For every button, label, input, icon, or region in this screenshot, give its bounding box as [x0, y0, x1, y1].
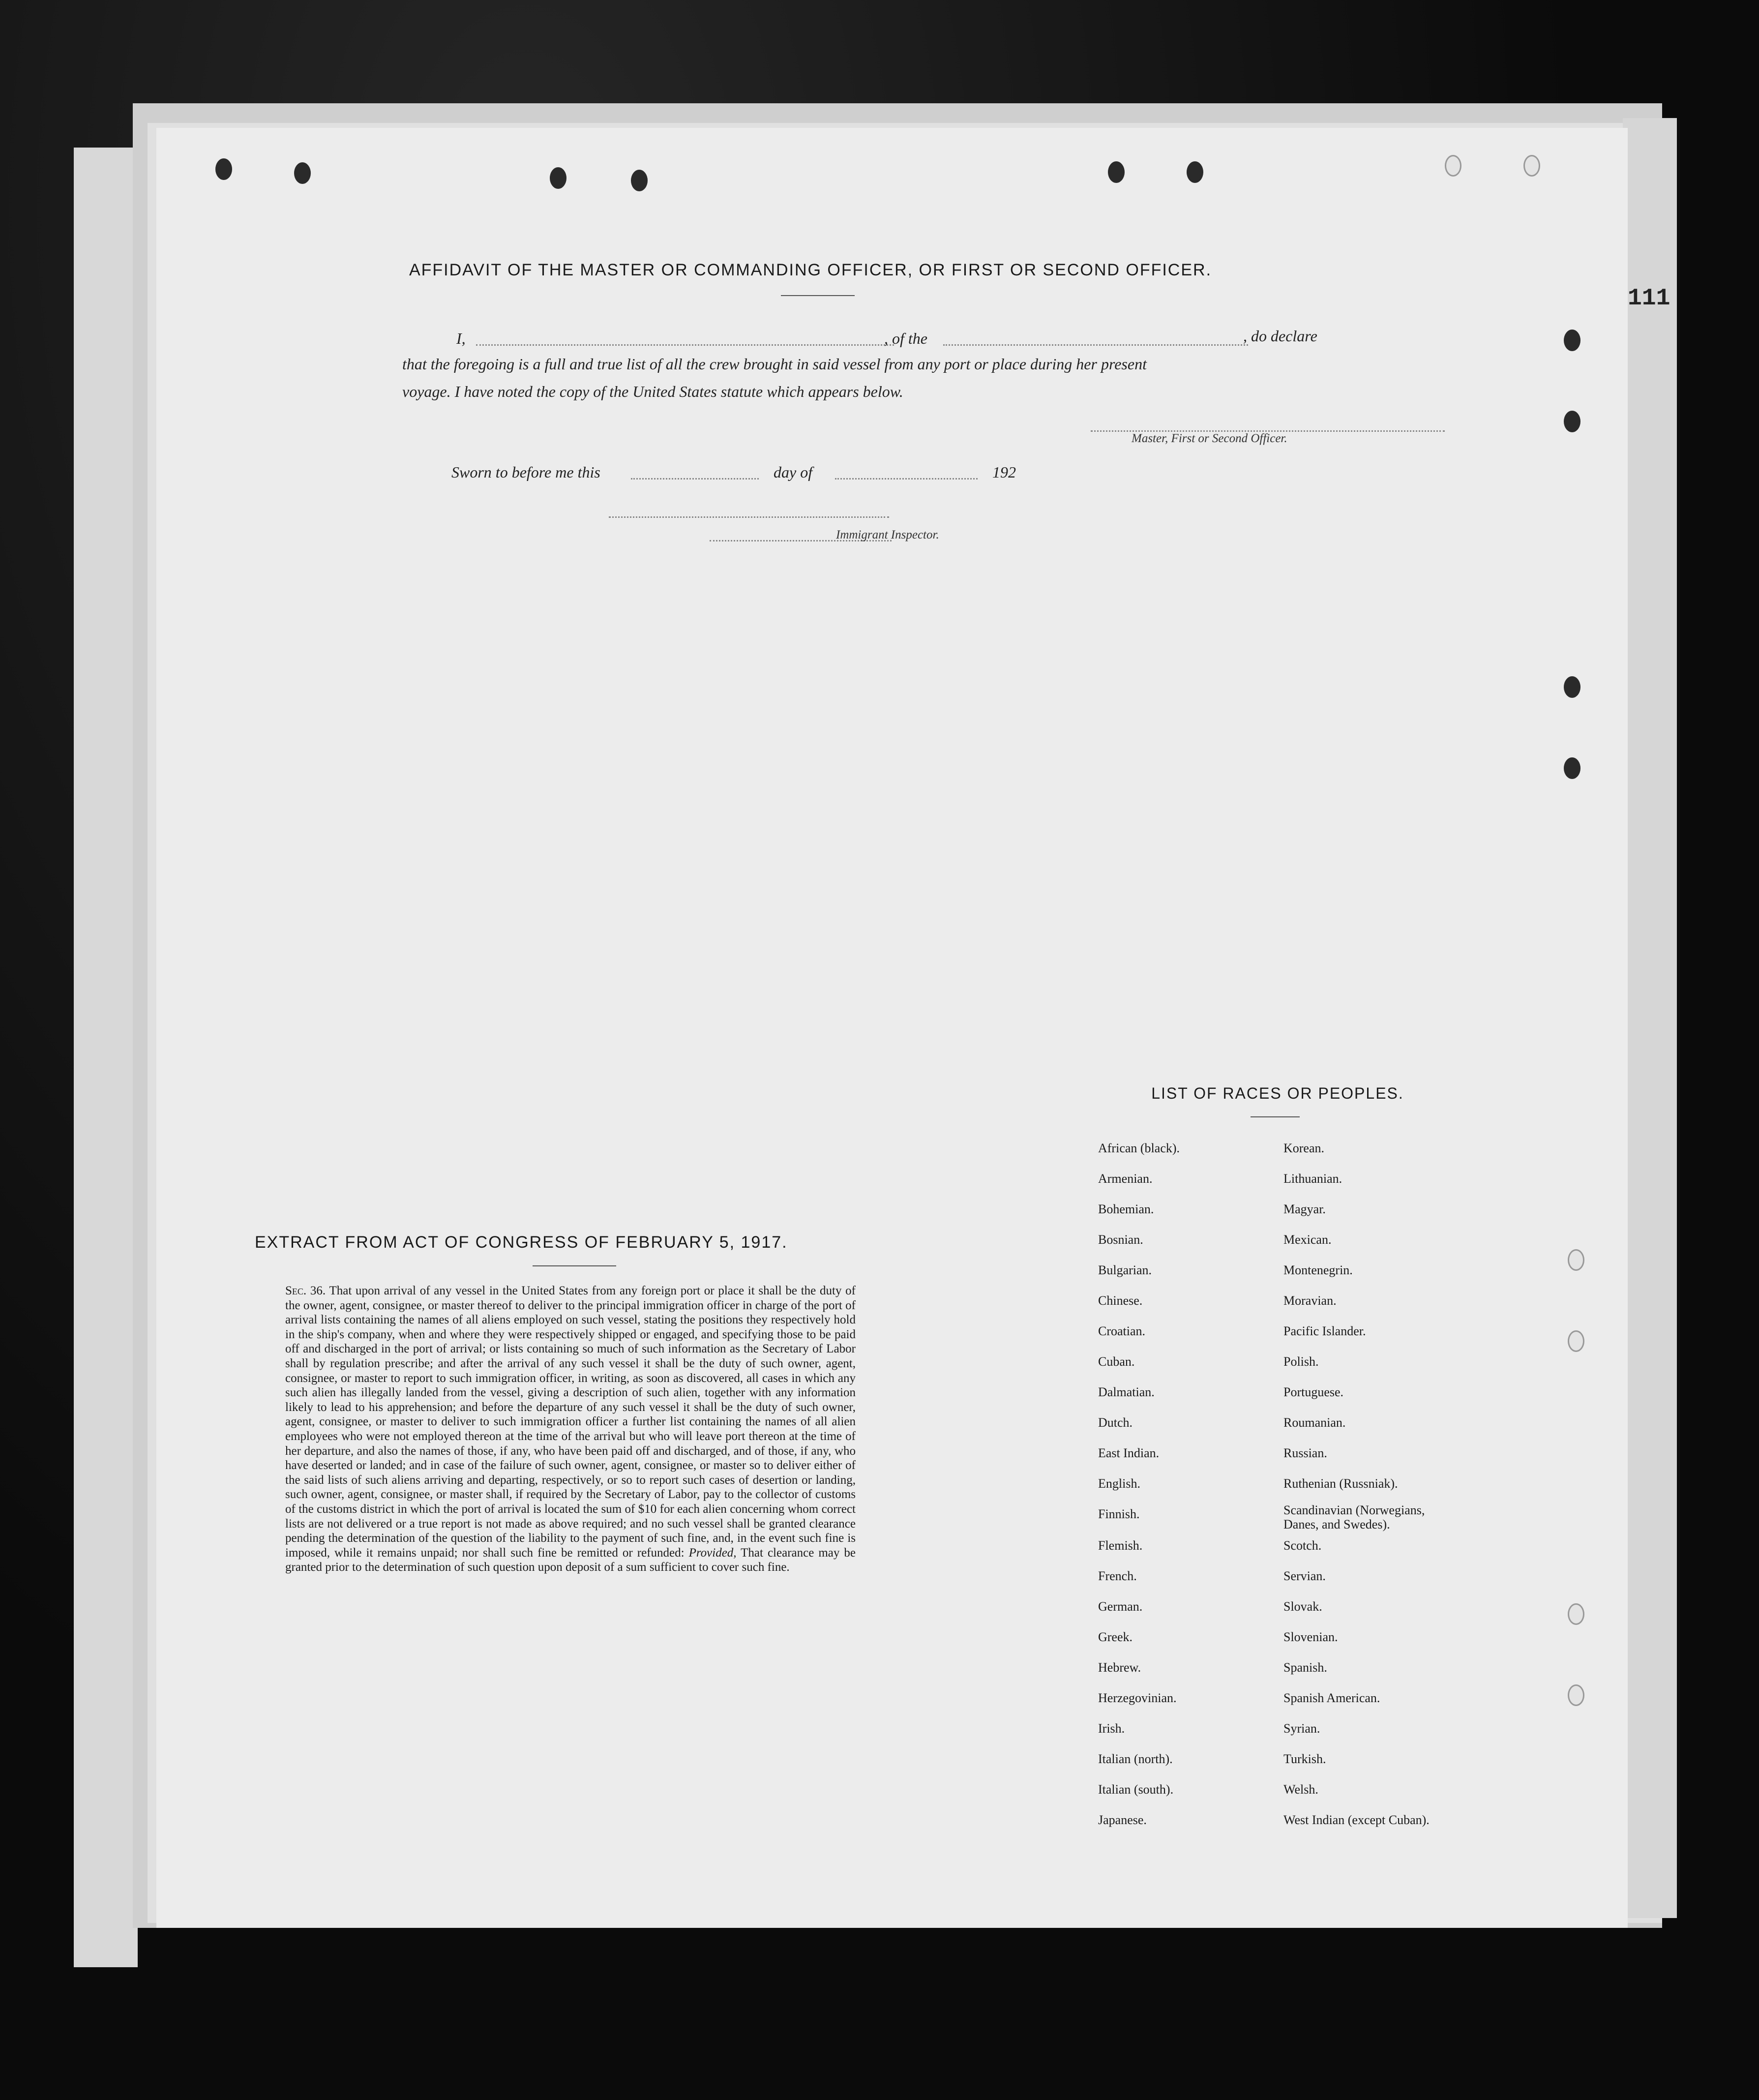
section-label: Sec. 36.	[285, 1284, 326, 1297]
inspector-signature-line	[609, 516, 889, 518]
race-item: Armenian.	[1098, 1171, 1153, 1186]
punch-hole-icon	[1564, 411, 1580, 432]
race-item: Bulgarian.	[1098, 1263, 1152, 1277]
punch-hole-icon	[1523, 155, 1540, 177]
race-item: Polish.	[1283, 1354, 1319, 1369]
race-item: Bohemian.	[1098, 1202, 1154, 1216]
race-item: Croatian.	[1098, 1324, 1146, 1338]
race-item: Italian (north).	[1098, 1752, 1173, 1766]
punch-hole-icon	[1568, 1249, 1584, 1271]
race-item: Hebrew.	[1098, 1660, 1141, 1675]
day-blank-line	[631, 478, 759, 480]
race-item: Magyar.	[1283, 1202, 1326, 1216]
extract-text-end: That clearance may be granted prior to the determination of such question upon deposit of a sum sufficient to cover such fine.	[285, 1546, 856, 1574]
day-of-label: day of	[774, 463, 813, 481]
punch-hole-icon	[1568, 1603, 1584, 1625]
punch-hole-icon	[1568, 1684, 1584, 1706]
race-item: Chinese.	[1098, 1293, 1143, 1308]
inspector-caption: Immigrant Inspector.	[836, 528, 939, 541]
punch-hole-icon	[1108, 161, 1125, 183]
punch-hole-icon	[631, 170, 648, 191]
extract-divider	[533, 1265, 616, 1266]
affidavit-line-2: that the foregoing is a full and true list of all the crew brought in said vessel from any port or place during her present	[402, 355, 1147, 373]
race-item: Russian.	[1283, 1446, 1327, 1460]
race-item: Dutch.	[1098, 1415, 1133, 1430]
races-divider	[1251, 1116, 1300, 1117]
race-item: Spanish.	[1283, 1660, 1327, 1675]
race-item: Syrian.	[1283, 1721, 1320, 1736]
race-item: Moravian.	[1283, 1293, 1337, 1308]
race-item: Greek.	[1098, 1630, 1133, 1644]
punch-hole-icon	[550, 167, 566, 189]
left-underlying-page	[74, 148, 138, 1967]
provided-word: Provided,	[688, 1546, 737, 1560]
punch-hole-icon	[294, 162, 311, 184]
race-item: Scandinavian (Norwegians, Danes, and Swedes).	[1283, 1503, 1425, 1531]
race-item: German.	[1098, 1599, 1143, 1614]
sheet-number: 111	[1628, 285, 1670, 312]
race-item: Welsh.	[1283, 1782, 1318, 1797]
officer-caption: Master, First or Second Officer.	[1132, 432, 1287, 445]
race-item: Japanese.	[1098, 1813, 1147, 1827]
race-item: Herzegovinian.	[1098, 1691, 1177, 1705]
race-item: Korean.	[1283, 1141, 1325, 1155]
affidavit-line-3: voyage. I have noted the copy of the United States statute which appears below.	[402, 383, 903, 400]
race-item: Irish.	[1098, 1721, 1125, 1736]
name-blank-line	[476, 344, 894, 346]
race-item: Montenegrin.	[1283, 1263, 1353, 1277]
race-item: Pacific Islander.	[1283, 1324, 1366, 1338]
affidavit-do-declare: , do declare	[1243, 327, 1317, 345]
punch-hole-icon	[1187, 161, 1203, 183]
punch-hole-icon	[1564, 757, 1580, 779]
race-item: Slovak.	[1283, 1599, 1322, 1614]
year-label: 192	[992, 463, 1016, 481]
affidavit-i-label: I,	[456, 330, 466, 347]
races-title: LIST OF RACES OR PEOPLES.	[1151, 1084, 1404, 1102]
race-item: Dalmatian.	[1098, 1385, 1155, 1399]
extract-text: That upon arrival of any vessel in the United States from any foreign port or place it shall be the duty of the owner, agent, consignee, or master thereof to deliver to the principal immigration officer in charge of the port of arrival lists containing the names of all aliens employed on such vessel, stating the positions they respectively hold in the ship's company, when and where they were respectively shipped or engaged, and specifying those to be paid off and discharged in the port of arrival; or lists containing so much of such information as the Secretary of Labor shall by regulation prescribe; and after the arrival of any such vessel it shall be the duty of such owner, agent, consignee, or master to report to such immigration officer, in writing, as soon as discovered, all cases in which any such alien has illegally landed from the vessel, giving a description of such alien, together with any information likely to lead to his apprehension; and before the departure of any such vessel it shall be the duty of such owner, agent, consignee, or master to deliver to such immigration officer a further list containing the names of all alien employees who were not employed thereon at the time of the arrival but who will leave port thereon at the time of her departure, and also the names of those, if any, who have been paid off and discharged, and of those, if any, who have deserted or landed; and in case of the failure of such owner, agent, consignee, or master so to deliver either of the said lists of such aliens arriving and departing, respectively, or so to report such cases of desertion or landing, such owner, agent, consignee, or master shall, if required by the Secretary of Labor, pay to the collector of customs of the customs district in which the port of arrival is located the sum of $10 for each alien concerning whom correct lists are not delivered or a true report is not made as above required; and no such vessel shall be granted clearance pending the determination of the question of the liability to the payment of such fine, and, in the event such fine is imposed, while it remains unpaid; nor shall such fine be remitted or refunded:	[285, 1284, 856, 1560]
race-item: Scotch.	[1283, 1538, 1322, 1553]
right-page-stack	[1623, 118, 1677, 1918]
extract-title: EXTRACT FROM ACT OF CONGRESS OF FEBRUARY 5, 1917.	[255, 1233, 788, 1252]
race-item: East Indian.	[1098, 1446, 1160, 1460]
race-item: Spanish American.	[1283, 1691, 1380, 1705]
vessel-blank-line	[943, 344, 1248, 346]
month-blank-line	[835, 478, 978, 480]
punch-hole-icon	[215, 158, 232, 180]
race-item: English.	[1098, 1476, 1140, 1491]
race-item: Flemish.	[1098, 1538, 1143, 1553]
punch-hole-icon	[1445, 155, 1461, 177]
sworn-label: Sworn to before me this	[451, 463, 600, 481]
race-item: West Indian (except Cuban).	[1283, 1813, 1430, 1827]
race-item: Ruthenian (Russniak).	[1283, 1476, 1398, 1491]
race-item: French.	[1098, 1569, 1137, 1583]
punch-hole-icon	[1568, 1330, 1584, 1352]
affidavit-title: AFFIDAVIT OF THE MASTER OR COMMANDING OFFICER, OR FIRST OR SECOND OFFICER.	[409, 261, 1212, 279]
race-item: Roumanian.	[1283, 1415, 1346, 1430]
affidavit-of-the-label: , of the	[884, 330, 927, 347]
race-item: Cuban.	[1098, 1354, 1135, 1369]
race-item: African (black).	[1098, 1141, 1180, 1155]
race-item: Italian (south).	[1098, 1782, 1174, 1797]
manifest-page	[156, 128, 1628, 1928]
punch-hole-icon	[1564, 330, 1580, 351]
race-item: Turkish.	[1283, 1752, 1326, 1766]
race-item: Finnish.	[1098, 1507, 1140, 1521]
race-item: Bosnian.	[1098, 1232, 1143, 1247]
race-item: Servian.	[1283, 1569, 1326, 1583]
race-item: Portuguese.	[1283, 1385, 1344, 1399]
race-item: Mexican.	[1283, 1232, 1332, 1247]
extract-body	[285, 1284, 856, 1575]
title-divider	[781, 295, 855, 296]
race-item: Lithuanian.	[1283, 1171, 1342, 1186]
punch-hole-icon	[1564, 676, 1580, 698]
race-item: Slovenian.	[1283, 1630, 1338, 1644]
